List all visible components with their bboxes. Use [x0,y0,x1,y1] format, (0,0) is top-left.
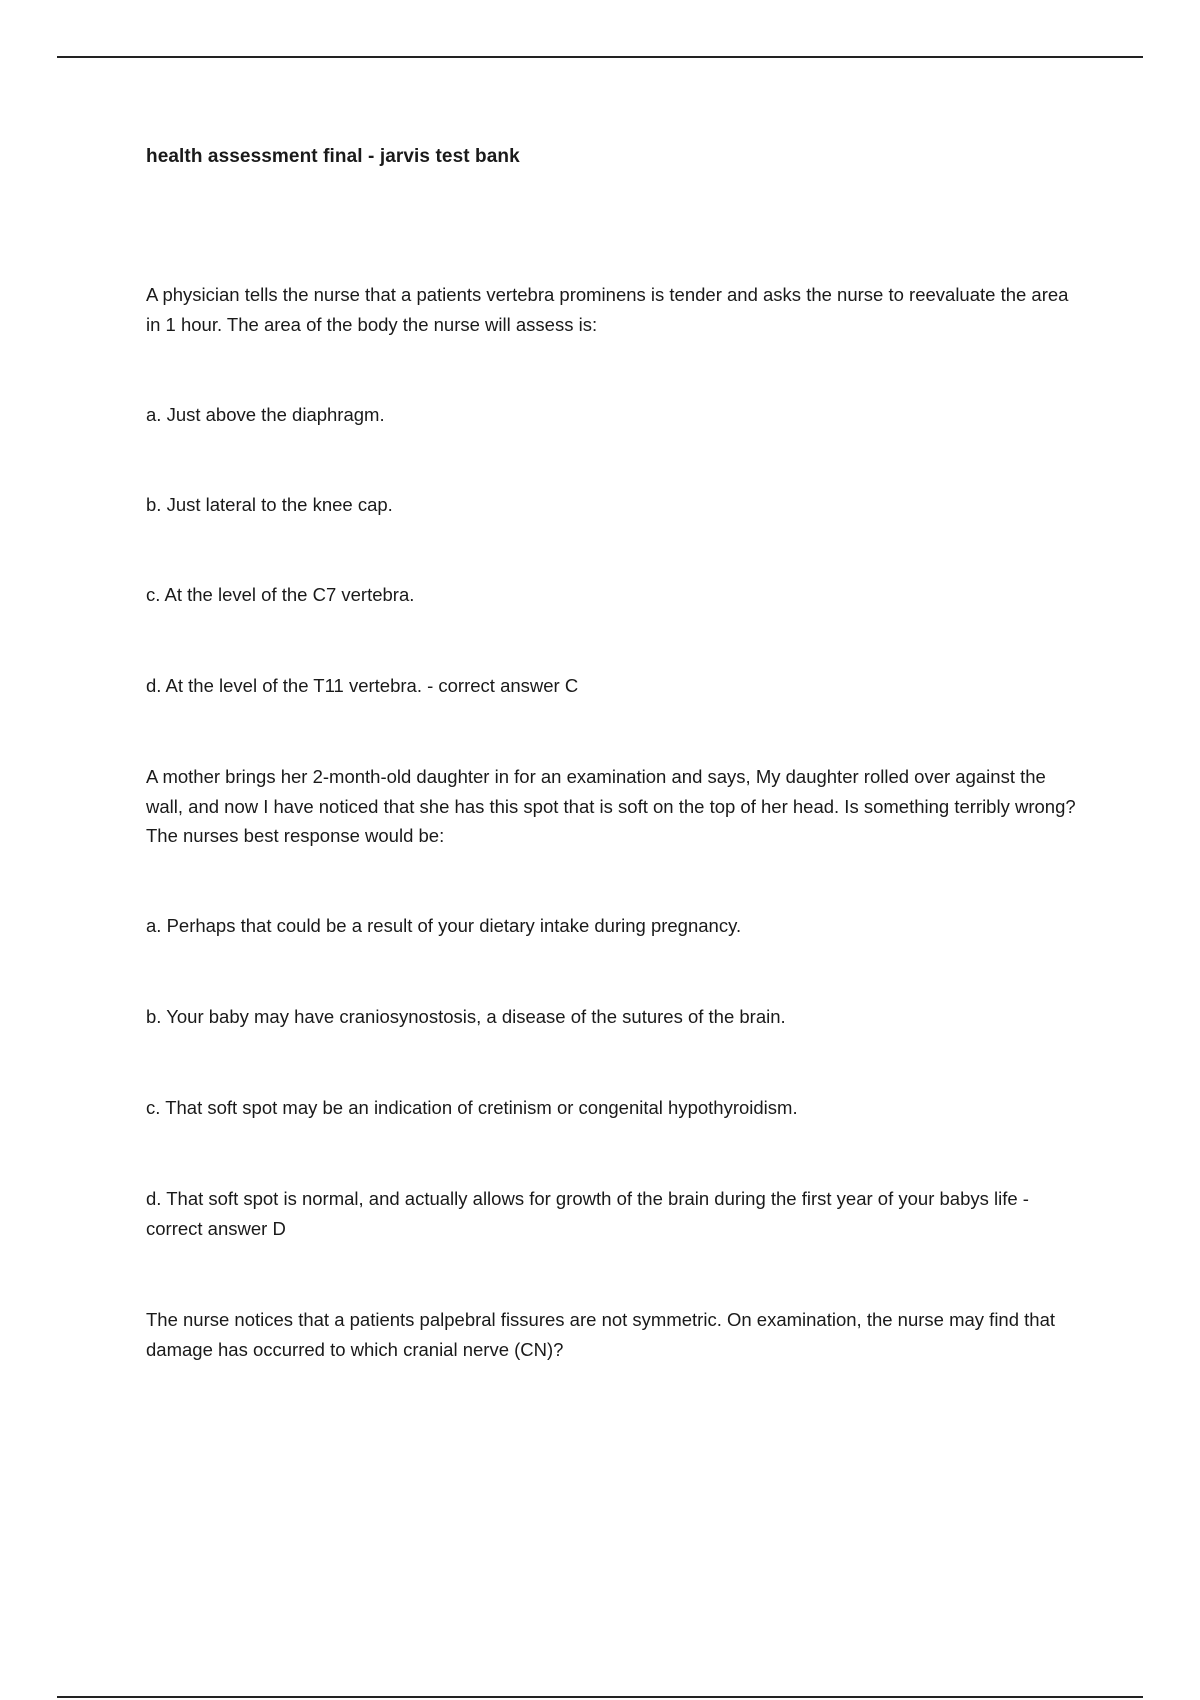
document-title: health assessment final - jarvis test bank [146,146,520,167]
question-2-option-c: c. That soft spot may be an indication of cretinism or congenital hypothyroidism. [146,1097,798,1118]
question-1-stem: A physician tells the nurse that a patients vertebra prominens is tender and asks the nurse to reevaluate the area in 1 hour. The area of the body the nurse will assess is: [146,284,1069,335]
bottom-rule [57,1696,1143,1698]
question-2-option-a: a. Perhaps that could be a result of your dietary intake during pregnancy. [146,915,742,936]
question-2-option-b: b. Your baby may have craniosynostosis, a disease of the sutures of the brain. [146,1006,786,1027]
question-2-option-d-answer: d. That soft spot is normal, and actually allows for growth of the brain during the first year of your babys life - correct answer D [146,1188,1029,1239]
question-1-option-d-answer: d. At the level of the T11 vertebra. - correct answer C [146,675,579,696]
question-1-option-a: a. Just above the diaphragm. [146,404,385,425]
question-2-stem: A mother brings her 2-month-old daughter in for an examination and says, My daughter rolled over against the wall, and now I have noticed that she has this spot that is soft on the top of her head. Is something terribly wrong? The nurses best response would be: [146,766,1076,846]
question-3-stem: The nurse notices that a patients palpebral fissures are not symmetric. On examination, the nurse may find that damage has occurred to which cranial nerve (CN)? [146,1309,1056,1360]
top-rule [57,56,1143,58]
question-1-option-c: c. At the level of the C7 vertebra. [146,584,415,605]
question-1-option-b: b. Just lateral to the knee cap. [146,494,393,515]
